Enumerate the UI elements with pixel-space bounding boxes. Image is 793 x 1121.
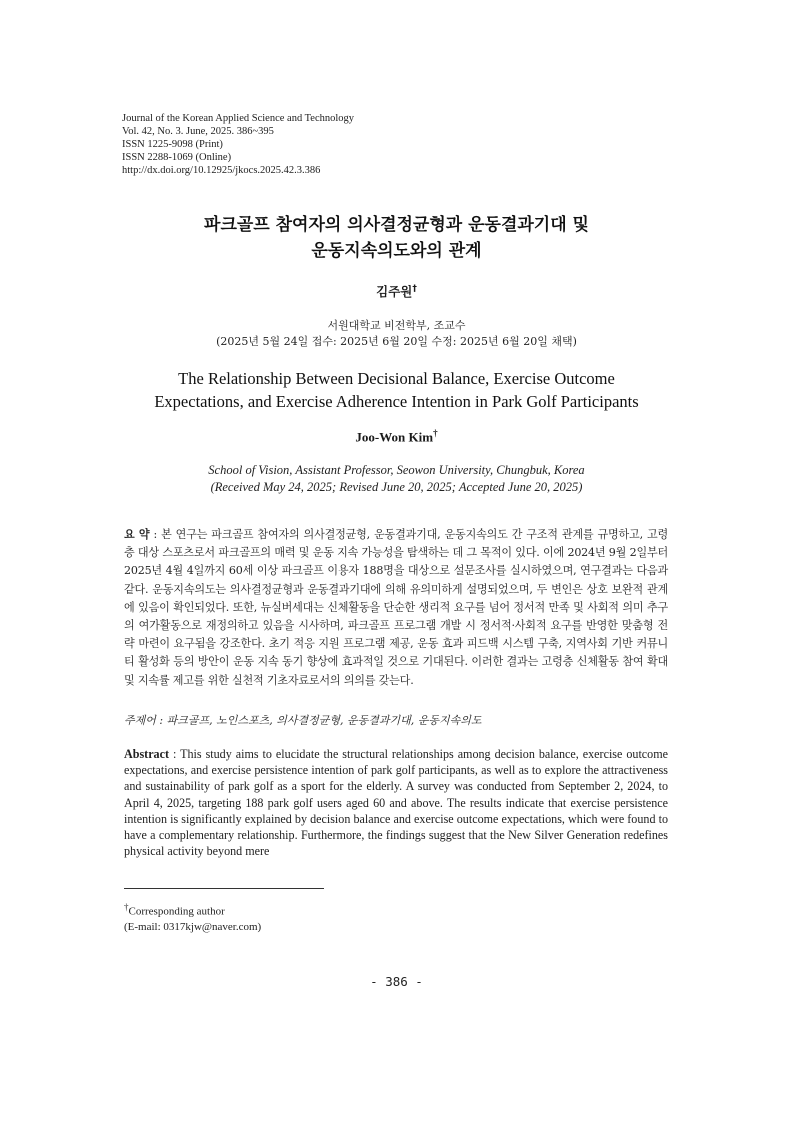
footnote-corresponding: Corresponding author (128, 905, 225, 918)
journal-metadata (122, 112, 354, 177)
footnote-dagger-icon: † (124, 902, 129, 912)
page-number: - 386 - (370, 974, 423, 989)
korean-affiliation (0, 318, 793, 350)
english-title (0, 367, 793, 413)
korean-title (0, 212, 793, 264)
journal-name: Journal of the Korean Applied Science and Technology (122, 113, 355, 124)
issn-online: ISSN 2288-1069 (Online) (122, 152, 232, 163)
korean-title-line-2: 운동지속의도와의 관계 (311, 241, 482, 261)
corresponding-dagger-icon: † (433, 428, 438, 438)
english-abstract-text: : This study aims to elucidate the structural relationships among decision balance, exercise outcome expectations, and exercise persistence intention of park golf participants, as well as to explore the attractiveness and sustainability of park golf as a sport for the elderly. A survey was conducted from September 2, 2024, to April 4, 2025, targeting 188 park golf users aged 60 and above. The results indicate that exercise persistence intention is significantly explained by decision balance and exercise outcome expectations, which were found to have a complementary relationship. Furthermore, the findings suggest that the New Silver Generation redefines physical activity beyond mere (124, 747, 668, 859)
english-affiliation-text: School of Vision, Assistant Professor, Seowon University, Chungbuk, Korea (208, 463, 585, 477)
english-abstract-label: Abstract (124, 747, 170, 761)
korean-author (0, 282, 793, 300)
korean-title-line-1: 파크골프 참여자의 의사결정균형과 운동결과기대 및 (204, 215, 589, 235)
korean-affiliation-text: 서원대학교 비전학부, 조교수 (327, 319, 466, 332)
corresponding-dagger-icon: † (412, 283, 417, 294)
korean-author-name: 김주원 (376, 284, 413, 299)
footnote-email: (E-mail: 0317kjw@naver.com) (124, 920, 262, 933)
english-abstract (124, 746, 668, 859)
issn-print: ISSN 1225-9098 (Print) (122, 139, 223, 150)
journal-volume: Vol. 42, No. 3. June, 2025. 386~395 (122, 126, 274, 137)
english-author (0, 428, 793, 445)
doi-link[interactable]: http://dx.doi.org/10.12925/jkocs.2025.42.3.386 (122, 165, 321, 176)
korean-keywords: 주제어 : 파크골프, 노인스포츠, 의사결정균형, 운동결과기대, 운동지속의도 (124, 714, 482, 727)
footnote (124, 900, 261, 935)
english-title-line-1: The Relationship Between Decisional Balance, Exercise Outcome (178, 369, 615, 388)
footnote-divider (124, 888, 324, 889)
korean-abstract (124, 526, 668, 690)
english-author-name: Joo-Won Kim (355, 429, 434, 445)
korean-dates: (2025년 5월 24일 접수: 2025년 6월 20일 수정: 2025년 6월 20일 채택) (216, 335, 577, 348)
english-affiliation (0, 462, 793, 496)
korean-abstract-label: 요 약 (124, 528, 150, 541)
korean-abstract-text: : 본 연구는 파크골프 참여자의 의사결정균형, 운동결과기대, 운동지속의도 간 구조적 관계를 규명하고, 고령층 대상 스포츠로서 파크골프의 매력 및 운동 지속 가능성을 탐색하는 데 그 목적이 있다. 이에 2024년 9월 2일부터 2025년 4월 4일까지 60세 이상 파크골프 이용자 188명을 대상으로 설문조사를 실시하였으며, 연구결과는 다음과 같다. 운동지속의도는 의사결정균형과 운동결과기대에 의해 유의미하게 설명되었으며, 두 변인은 상호 보완적 관계에 있음이 확인되었다. 또한, 뉴실버세대는 신체활동을 단순한 생리적 요구를 넘어 정서적 만족 및 사회적 의미 추구의 여가활동으로 재정의하고 있음을 시사하며, 파크골프 프로그램 개발 시 정서적·사회적 요구를 반영한 맞춤형 전략 마련이 요구됨을 강조한다. 초기 적응 지원 프로그램 제공, 운동 효과 피드백 시스템 구축, 지역사회 기반 커뮤니티 활성화 등의 방안이 운동 지속 동기 향상에 효과적일 것으로 기대된다. 이러한 결과는 고령층 신체활동 참여 확대 및 지속률 제고를 위한 실천적 기초자료로서의 의의를 갖는다. (124, 528, 668, 687)
english-title-line-2: Expectations, and Exercise Adherence Intention in Park Golf Participants (154, 392, 639, 411)
english-dates: (Received May 24, 2025; Revised June 20, 2025; Accepted June 20, 2025) (210, 480, 583, 494)
